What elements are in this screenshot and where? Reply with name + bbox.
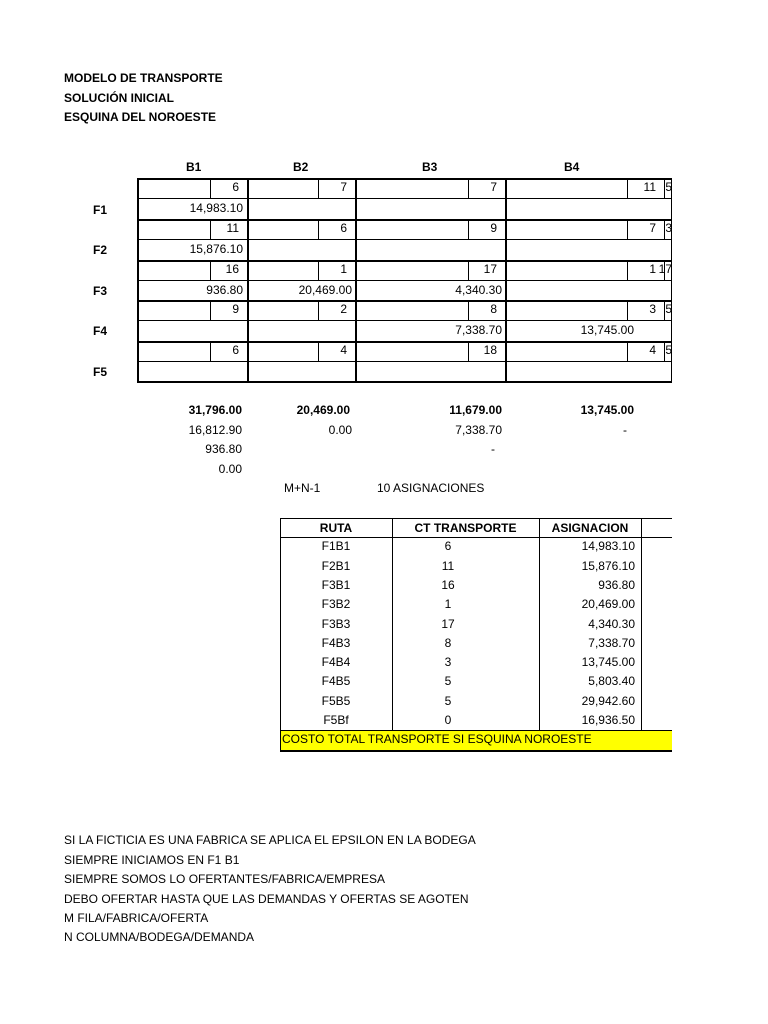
cost-value-r5-c3: 18 [483,343,497,357]
cost-value-r4-c4: 3 [649,302,656,316]
cost-value-r1-c4: 11 [643,180,656,194]
table-row-5-ruta: F3B3 [321,616,351,631]
allocation-r3-c2: 20,469.00 [298,283,352,297]
cost-value-r5-c4: 4 [649,343,656,357]
table-header-3: ASIGNACION [551,521,629,535]
allocation-r3-c1: 936.80 [206,283,243,297]
cost-value-r4-c5: 5 [665,302,672,316]
row-header-f5: F5 [93,365,108,379]
remaining-b1-3: 0.00 [218,462,242,476]
table-row-6-ruta: F4B3 [321,635,351,650]
table-row-3-asignacion: 936.80 [598,577,635,592]
table-row-7-ruta: F4B4 [321,655,351,670]
table-row-1-asignacion: 14,983.10 [581,539,635,554]
table-row-6-cost: 8 [444,635,452,650]
table-row-2-cost: 11 [441,558,455,573]
matrix-row-midline [137,198,672,199]
note-4: DEBO OFERTAR HASTA QUE LAS DEMANDAS Y OFERTAS SE AGOTEN [64,892,469,906]
cost-value-r2-c1: 11 [226,221,239,235]
table-row-5-asignacion: 4,340.30 [588,616,635,631]
remaining-b3-1: 7,338.70 [455,423,502,437]
cost-value-r3-c3: 17 [483,262,497,276]
row-header-f4: F4 [93,324,108,338]
table-row-9-asignacion: 29,942.60 [581,693,635,708]
title-line-2: SOLUCIÓN INICIAL [64,91,174,105]
cost-value-r2-c3: 9 [490,221,497,235]
remaining-b3-2: - [491,442,495,456]
title-line-3: ESQUINA DEL NOROESTE [64,110,217,124]
cost-value-r1-c2: 7 [340,180,347,194]
allocation-r4-c4: 13,745.00 [580,323,634,337]
table-header-border [280,537,672,538]
table-row-1-ruta: F1B1 [321,539,351,554]
total-b3: 11,679.00 [449,403,502,417]
remaining-b4-1: - [623,423,627,437]
cost-value-r3-c4: 1 [649,262,656,276]
total-b1: 31,796.00 [188,403,242,417]
allocation-r4-c3: 7,338.70 [455,323,502,337]
cost-value-r2-c4: 7 [649,221,656,235]
matrix-col-border [247,178,249,382]
table-row-9-ruta: F5B5 [321,693,351,708]
cost-value-r1-c3: 7 [490,180,497,194]
table-row-10-asignacion: 16,936.50 [581,713,635,727]
matrix-row-midline [137,361,672,362]
remaining-b2-1: 0.00 [328,423,352,437]
cost-value-r3-c2: 1 [340,262,347,276]
mn-value: 10 ASIGNACIONES [377,481,485,495]
table-row-4-ruta: F3B2 [321,597,351,612]
table-row-10-cost: 0 [444,713,452,727]
table-row-7-asignacion: 13,745.00 [581,655,635,670]
table-bottom-border [280,750,672,752]
table-row-8-asignacion: 5,803.40 [588,674,635,689]
table-row-7-cost: 3 [444,655,452,670]
allocation-r3-c3: 4,340.30 [455,283,502,297]
note-1: SI LA FICTICIA ES UNA FABRICA SE APLICA EL EPSILON EN LA BODEGA [64,833,476,847]
mn-label: M+N-1 [284,481,321,495]
cost-value-r1-c1: 6 [232,180,239,194]
table-footer-label: COSTO TOTAL TRANSPORTE SI ESQUINA NOROESTE [282,732,592,747]
cost-value-r5-c1: 6 [232,343,239,357]
table-row-2-asignacion: 15,876.10 [581,558,635,573]
row-header-f2: F2 [93,243,108,257]
table-row-8-cost: 5 [444,674,452,689]
col-header-b1: B1 [186,160,202,174]
remaining-b1-1: 16,812.90 [188,423,242,437]
table-row-9-cost: 5 [444,693,452,708]
table-row-3-cost: 16 [441,577,455,592]
table-row-6-asignacion: 7,338.70 [588,635,635,650]
total-b2: 20,469.00 [296,403,350,417]
matrix-col-border [505,178,507,382]
row-header-f3: F3 [93,284,108,298]
table-row-8-ruta: F4B5 [321,674,351,689]
matrix-col-border [355,178,357,382]
cost-value-r2-c2: 6 [340,221,347,235]
col-header-b2: B2 [293,160,309,174]
cost-value-r5-c5: 5 [665,343,672,357]
matrix-bottom-border [137,381,672,383]
note-6: N COLUMNA/BODEGA/DEMANDA [64,930,255,944]
note-2: SIEMPRE INICIAMOS EN F1 B1 [64,853,240,867]
table-col-border [641,518,642,730]
table-row-4-cost: 1 [444,597,452,612]
matrix-row-midline [137,280,672,281]
table-row-4-asignacion: 20,469.00 [581,597,635,612]
cost-value-r4-c1: 9 [232,302,239,316]
title-line-1: MODELO DE TRANSPORTE [64,71,223,85]
table-row-3-ruta: F3B1 [321,577,351,592]
cost-value-r3-c1: 16 [225,262,239,276]
table-header-2: CT TRANSPORTE [414,521,517,535]
table-header-1: RUTA [319,521,353,535]
table-row-10-ruta: F5Bf [323,713,349,727]
cost-value-r2-c5: 3 [665,221,672,235]
row-header-f1: F1 [93,203,108,217]
total-b4: 13,745.00 [580,403,634,417]
allocation-r1-c1: 14,983.10 [189,201,243,215]
cost-value-r1-c5: 5 [665,180,672,194]
table-row-2-ruta: F2B1 [321,558,351,573]
table-top-border [280,518,672,519]
note-3: SIEMPRE SOMOS LO OFERTANTES/FABRICA/EMPRESA [64,872,385,886]
table-row-1-cost: 6 [444,539,452,554]
table-footer-border [280,730,672,731]
cost-value-r3-c5: 17 [658,262,672,276]
cost-value-r4-c2: 2 [340,302,347,316]
table-row-5-cost: 17 [441,616,455,631]
matrix-row-midline [137,239,672,240]
allocation-r2-c1: 15,876.10 [189,242,243,256]
cost-value-r4-c3: 8 [490,302,497,316]
note-5: M FILA/FABRICA/OFERTA [64,911,209,925]
matrix-row-midline [137,320,672,321]
remaining-b1-2: 936.80 [205,442,242,456]
table-footer-left-border [280,730,281,749]
cost-value-r5-c2: 4 [340,343,347,357]
col-header-b3: B3 [422,160,438,174]
col-header-b4: B4 [564,160,580,174]
